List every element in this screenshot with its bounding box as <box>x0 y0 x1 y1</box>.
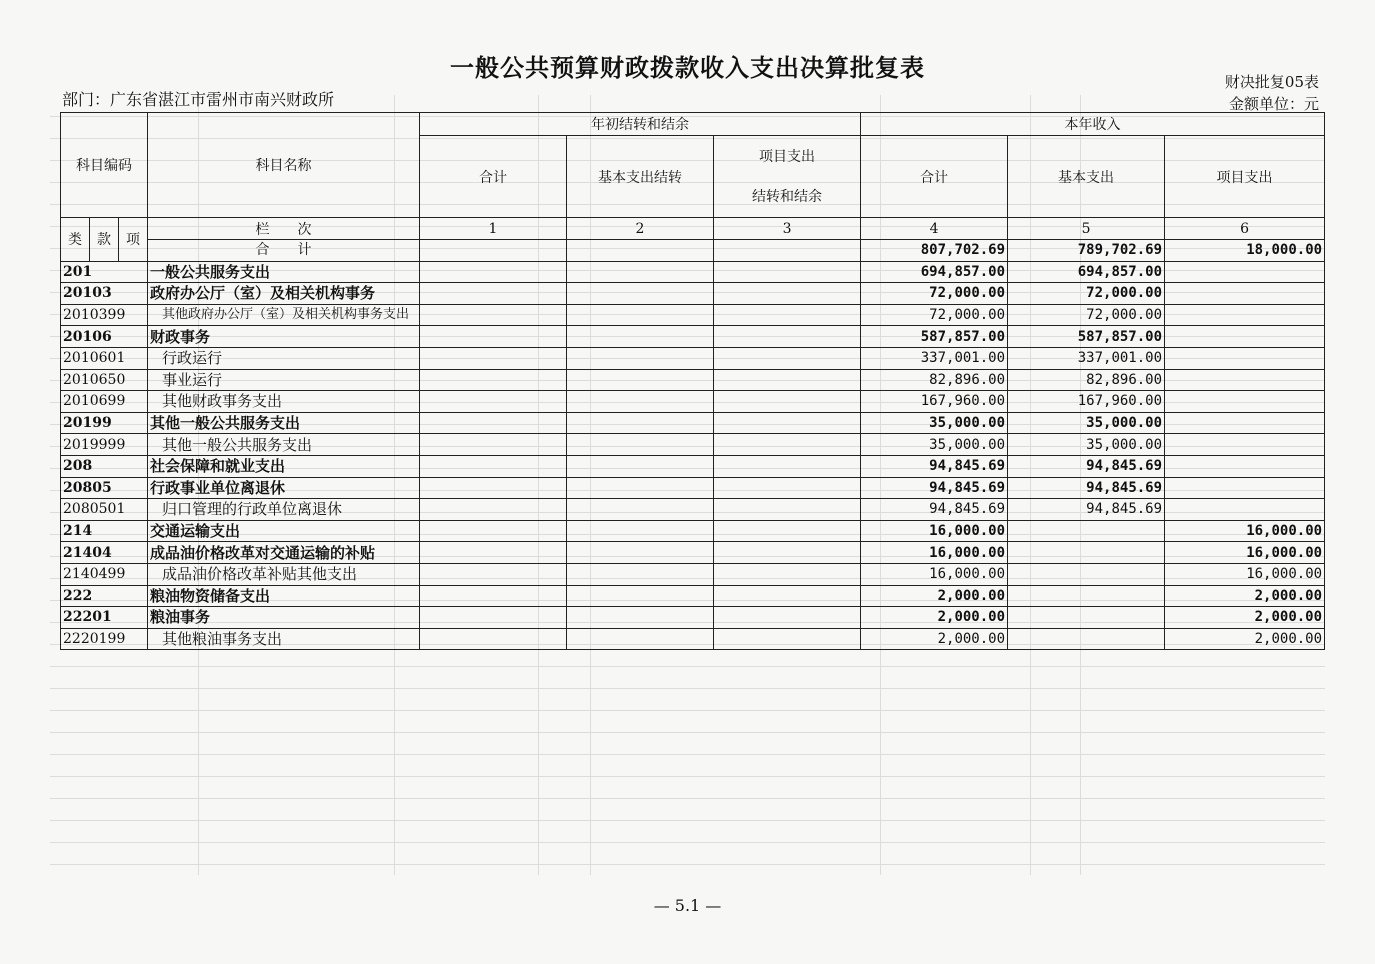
form-number: 财决批复05表 <box>1224 73 1319 91</box>
row-c2 <box>567 455 714 477</box>
row-c2 <box>567 585 714 607</box>
amount-unit: 金额单位：元 <box>1228 95 1319 113</box>
row-c6 <box>1165 283 1325 305</box>
row-name: 一般公共服务支出 <box>148 261 420 283</box>
row-c3 <box>714 434 861 456</box>
row-c1 <box>420 542 567 564</box>
row-c1 <box>420 369 567 391</box>
row-c1 <box>420 283 567 305</box>
row-c3 <box>714 347 861 369</box>
row-c4: 16,000.00 <box>861 563 1008 585</box>
row-c4: 94,845.69 <box>861 477 1008 499</box>
row-code: 2010601 <box>61 347 148 369</box>
row-code: 2019999 <box>61 434 148 456</box>
col-number-3: 3 <box>714 218 861 240</box>
row-c4: 167,960.00 <box>861 391 1008 413</box>
row-name: 政府办公厅（室）及相关机构事务 <box>148 283 420 305</box>
grand-total-c4: 807,702.69 <box>861 240 1008 262</box>
table-row <box>61 499 1325 521</box>
header-project-carry <box>714 136 861 218</box>
row-c3 <box>714 499 861 521</box>
row-c6 <box>1165 326 1325 348</box>
row-c6 <box>1165 477 1325 499</box>
row-name: 粮油事务 <box>148 607 420 629</box>
table-row <box>61 434 1325 456</box>
header-column-number-label: 栏 次 <box>148 218 420 240</box>
row-c3 <box>714 520 861 542</box>
col-number-2: 2 <box>567 218 714 240</box>
row-name: 行政事业单位离退休 <box>148 477 420 499</box>
row-c1 <box>420 585 567 607</box>
row-name: 其他粮油事务支出 <box>148 628 420 650</box>
row-c1 <box>420 412 567 434</box>
row-c2 <box>567 628 714 650</box>
grand-total-c6: 18,000.00 <box>1165 240 1325 262</box>
row-c2 <box>567 391 714 413</box>
page-title: 一般公共预算财政拨款收入支出决算批复表 <box>450 53 925 82</box>
row-c6: 2,000.00 <box>1165 585 1325 607</box>
row-code: 20805 <box>61 477 148 499</box>
row-c6: 16,000.00 <box>1165 563 1325 585</box>
row-c6 <box>1165 304 1325 326</box>
header-basic-carry: 基本支出结转 <box>567 136 714 218</box>
row-c5: 72,000.00 <box>1008 304 1165 326</box>
table-row <box>61 585 1325 607</box>
table-row <box>61 520 1325 542</box>
row-code: 2080501 <box>61 499 148 521</box>
row-c5: 35,000.00 <box>1008 434 1165 456</box>
row-c3 <box>714 607 861 629</box>
page-number: — 5.1 — <box>653 896 722 915</box>
table-row <box>61 477 1325 499</box>
row-c5: 337,001.00 <box>1008 347 1165 369</box>
row-name: 社会保障和就业支出 <box>148 455 420 477</box>
row-c4: 337,001.00 <box>861 347 1008 369</box>
row-c1 <box>420 304 567 326</box>
row-c3 <box>714 563 861 585</box>
row-c5 <box>1008 607 1165 629</box>
table-row <box>61 304 1325 326</box>
row-c3 <box>714 628 861 650</box>
col-number-5: 5 <box>1008 218 1165 240</box>
grand-total-c5: 789,702.69 <box>1008 240 1165 262</box>
row-c1 <box>420 347 567 369</box>
row-name: 归口管理的行政单位离退休 <box>148 499 420 521</box>
row-c3 <box>714 391 861 413</box>
row-c1 <box>420 434 567 456</box>
row-c5: 72,000.00 <box>1008 283 1165 305</box>
header-kuan: 款 <box>90 218 119 262</box>
row-code: 20103 <box>61 283 148 305</box>
row-c4: 72,000.00 <box>861 304 1008 326</box>
row-c3 <box>714 542 861 564</box>
row-c3 <box>714 455 861 477</box>
row-code: 2010650 <box>61 369 148 391</box>
row-c6 <box>1165 391 1325 413</box>
row-c2 <box>567 607 714 629</box>
row-code: 22201 <box>61 607 148 629</box>
row-c1 <box>420 326 567 348</box>
row-name: 成品油价格改革对交通运输的补贴 <box>148 542 420 564</box>
header-project-carry-line2: 结转和结余 <box>752 188 823 205</box>
row-name: 交通运输支出 <box>148 520 420 542</box>
row-c5: 94,845.69 <box>1008 499 1165 521</box>
header-opening-total: 合计 <box>420 136 567 218</box>
table-row <box>61 391 1325 413</box>
row-code: 2220199 <box>61 628 148 650</box>
row-c3 <box>714 261 861 283</box>
row-c5 <box>1008 585 1165 607</box>
row-c6 <box>1165 347 1325 369</box>
table-row <box>61 628 1325 650</box>
row-c5: 82,896.00 <box>1008 369 1165 391</box>
header-basic-exp: 基本支出 <box>1008 136 1165 218</box>
row-c3 <box>714 412 861 434</box>
row-c1 <box>420 607 567 629</box>
row-c6: 2,000.00 <box>1165 628 1325 650</box>
table-row <box>61 283 1325 305</box>
row-c2 <box>567 283 714 305</box>
row-c6: 16,000.00 <box>1165 520 1325 542</box>
header-lei: 类 <box>61 218 90 262</box>
row-c1 <box>420 499 567 521</box>
row-c6 <box>1165 369 1325 391</box>
row-c4: 16,000.00 <box>861 520 1008 542</box>
header-project-carry-line1: 项目支出 <box>759 148 816 165</box>
table-row <box>61 369 1325 391</box>
row-c1 <box>420 477 567 499</box>
row-code: 222 <box>61 585 148 607</box>
table-row <box>61 347 1325 369</box>
row-c5 <box>1008 563 1165 585</box>
row-c3 <box>714 477 861 499</box>
row-c2 <box>567 542 714 564</box>
row-c5 <box>1008 520 1165 542</box>
row-code: 21404 <box>61 542 148 564</box>
row-code: 208 <box>61 455 148 477</box>
row-c5 <box>1008 542 1165 564</box>
row-c1 <box>420 563 567 585</box>
header-income-total: 合计 <box>861 136 1008 218</box>
row-name: 成品油价格改革补贴其他支出 <box>148 563 420 585</box>
row-c2 <box>567 369 714 391</box>
row-c4: 94,845.69 <box>861 455 1008 477</box>
table-row <box>61 563 1325 585</box>
row-c5: 587,857.00 <box>1008 326 1165 348</box>
row-name: 事业运行 <box>148 369 420 391</box>
row-c2 <box>567 520 714 542</box>
grand-total-c3 <box>714 240 861 262</box>
budget-table <box>60 112 1325 650</box>
row-c2 <box>567 261 714 283</box>
row-c4: 16,000.00 <box>861 542 1008 564</box>
row-c4: 35,000.00 <box>861 412 1008 434</box>
grand-total-c1 <box>420 240 567 262</box>
row-c2 <box>567 326 714 348</box>
row-c5: 694,857.00 <box>1008 261 1165 283</box>
table-row <box>61 455 1325 477</box>
row-c4: 82,896.00 <box>861 369 1008 391</box>
row-c1 <box>420 455 567 477</box>
row-c2 <box>567 412 714 434</box>
row-name: 其他一般公共服务支出 <box>148 412 420 434</box>
header-income-group: 本年收入 <box>861 113 1325 136</box>
row-c3 <box>714 369 861 391</box>
row-name: 粮油物资储备支出 <box>148 585 420 607</box>
row-c6 <box>1165 455 1325 477</box>
row-name: 行政运行 <box>148 347 420 369</box>
header-xiang: 项 <box>119 218 148 262</box>
row-c4: 694,857.00 <box>861 261 1008 283</box>
row-code: 2010699 <box>61 391 148 413</box>
row-c2 <box>567 563 714 585</box>
row-c1 <box>420 628 567 650</box>
row-code: 20199 <box>61 412 148 434</box>
table-row <box>61 412 1325 434</box>
table-row <box>61 326 1325 348</box>
table-row <box>61 261 1325 283</box>
header-project-exp: 项目支出 <box>1165 136 1325 218</box>
row-name: 其他一般公共服务支出 <box>148 434 420 456</box>
row-c1 <box>420 391 567 413</box>
table-row <box>61 542 1325 564</box>
row-c4: 94,845.69 <box>861 499 1008 521</box>
row-c6 <box>1165 499 1325 521</box>
row-name: 财政事务 <box>148 326 420 348</box>
row-c5: 94,845.69 <box>1008 477 1165 499</box>
row-c2 <box>567 304 714 326</box>
row-c5 <box>1008 628 1165 650</box>
row-c2 <box>567 347 714 369</box>
row-code: 20106 <box>61 326 148 348</box>
row-c6 <box>1165 434 1325 456</box>
row-c4: 587,857.00 <box>861 326 1008 348</box>
header-code: 科目编码 <box>61 113 148 218</box>
header-opening-group: 年初结转和结余 <box>420 113 861 136</box>
row-c5: 167,960.00 <box>1008 391 1165 413</box>
col-number-1: 1 <box>420 218 567 240</box>
row-code: 214 <box>61 520 148 542</box>
row-c3 <box>714 283 861 305</box>
row-c5: 35,000.00 <box>1008 412 1165 434</box>
row-c4: 72,000.00 <box>861 283 1008 305</box>
row-c1 <box>420 520 567 542</box>
row-c4: 35,000.00 <box>861 434 1008 456</box>
row-c4: 2,000.00 <box>861 585 1008 607</box>
row-c6 <box>1165 261 1325 283</box>
col-number-6: 6 <box>1165 218 1325 240</box>
row-c3 <box>714 326 861 348</box>
grand-total-c2 <box>567 240 714 262</box>
row-c2 <box>567 477 714 499</box>
row-c2 <box>567 499 714 521</box>
row-c1 <box>420 261 567 283</box>
row-c5: 94,845.69 <box>1008 455 1165 477</box>
department-label: 部门：广东省湛江市雷州市南兴财政所 <box>62 90 335 109</box>
row-c3 <box>714 585 861 607</box>
row-c4: 2,000.00 <box>861 607 1008 629</box>
row-name: 其他财政事务支出 <box>148 391 420 413</box>
row-c6 <box>1165 412 1325 434</box>
row-c4: 2,000.00 <box>861 628 1008 650</box>
grand-total-label: 合 计 <box>148 240 420 262</box>
row-name: 其他政府办公厅（室）及相关机构事务支出 <box>148 304 420 326</box>
row-c3 <box>714 304 861 326</box>
row-c6: 2,000.00 <box>1165 607 1325 629</box>
table-row <box>61 607 1325 629</box>
header-name: 科目名称 <box>148 113 420 218</box>
row-code: 201 <box>61 261 148 283</box>
row-c2 <box>567 434 714 456</box>
form-info <box>1225 71 1319 115</box>
row-code: 2140499 <box>61 563 148 585</box>
col-number-4: 4 <box>861 218 1008 240</box>
row-code: 2010399 <box>61 304 148 326</box>
row-c6: 16,000.00 <box>1165 542 1325 564</box>
